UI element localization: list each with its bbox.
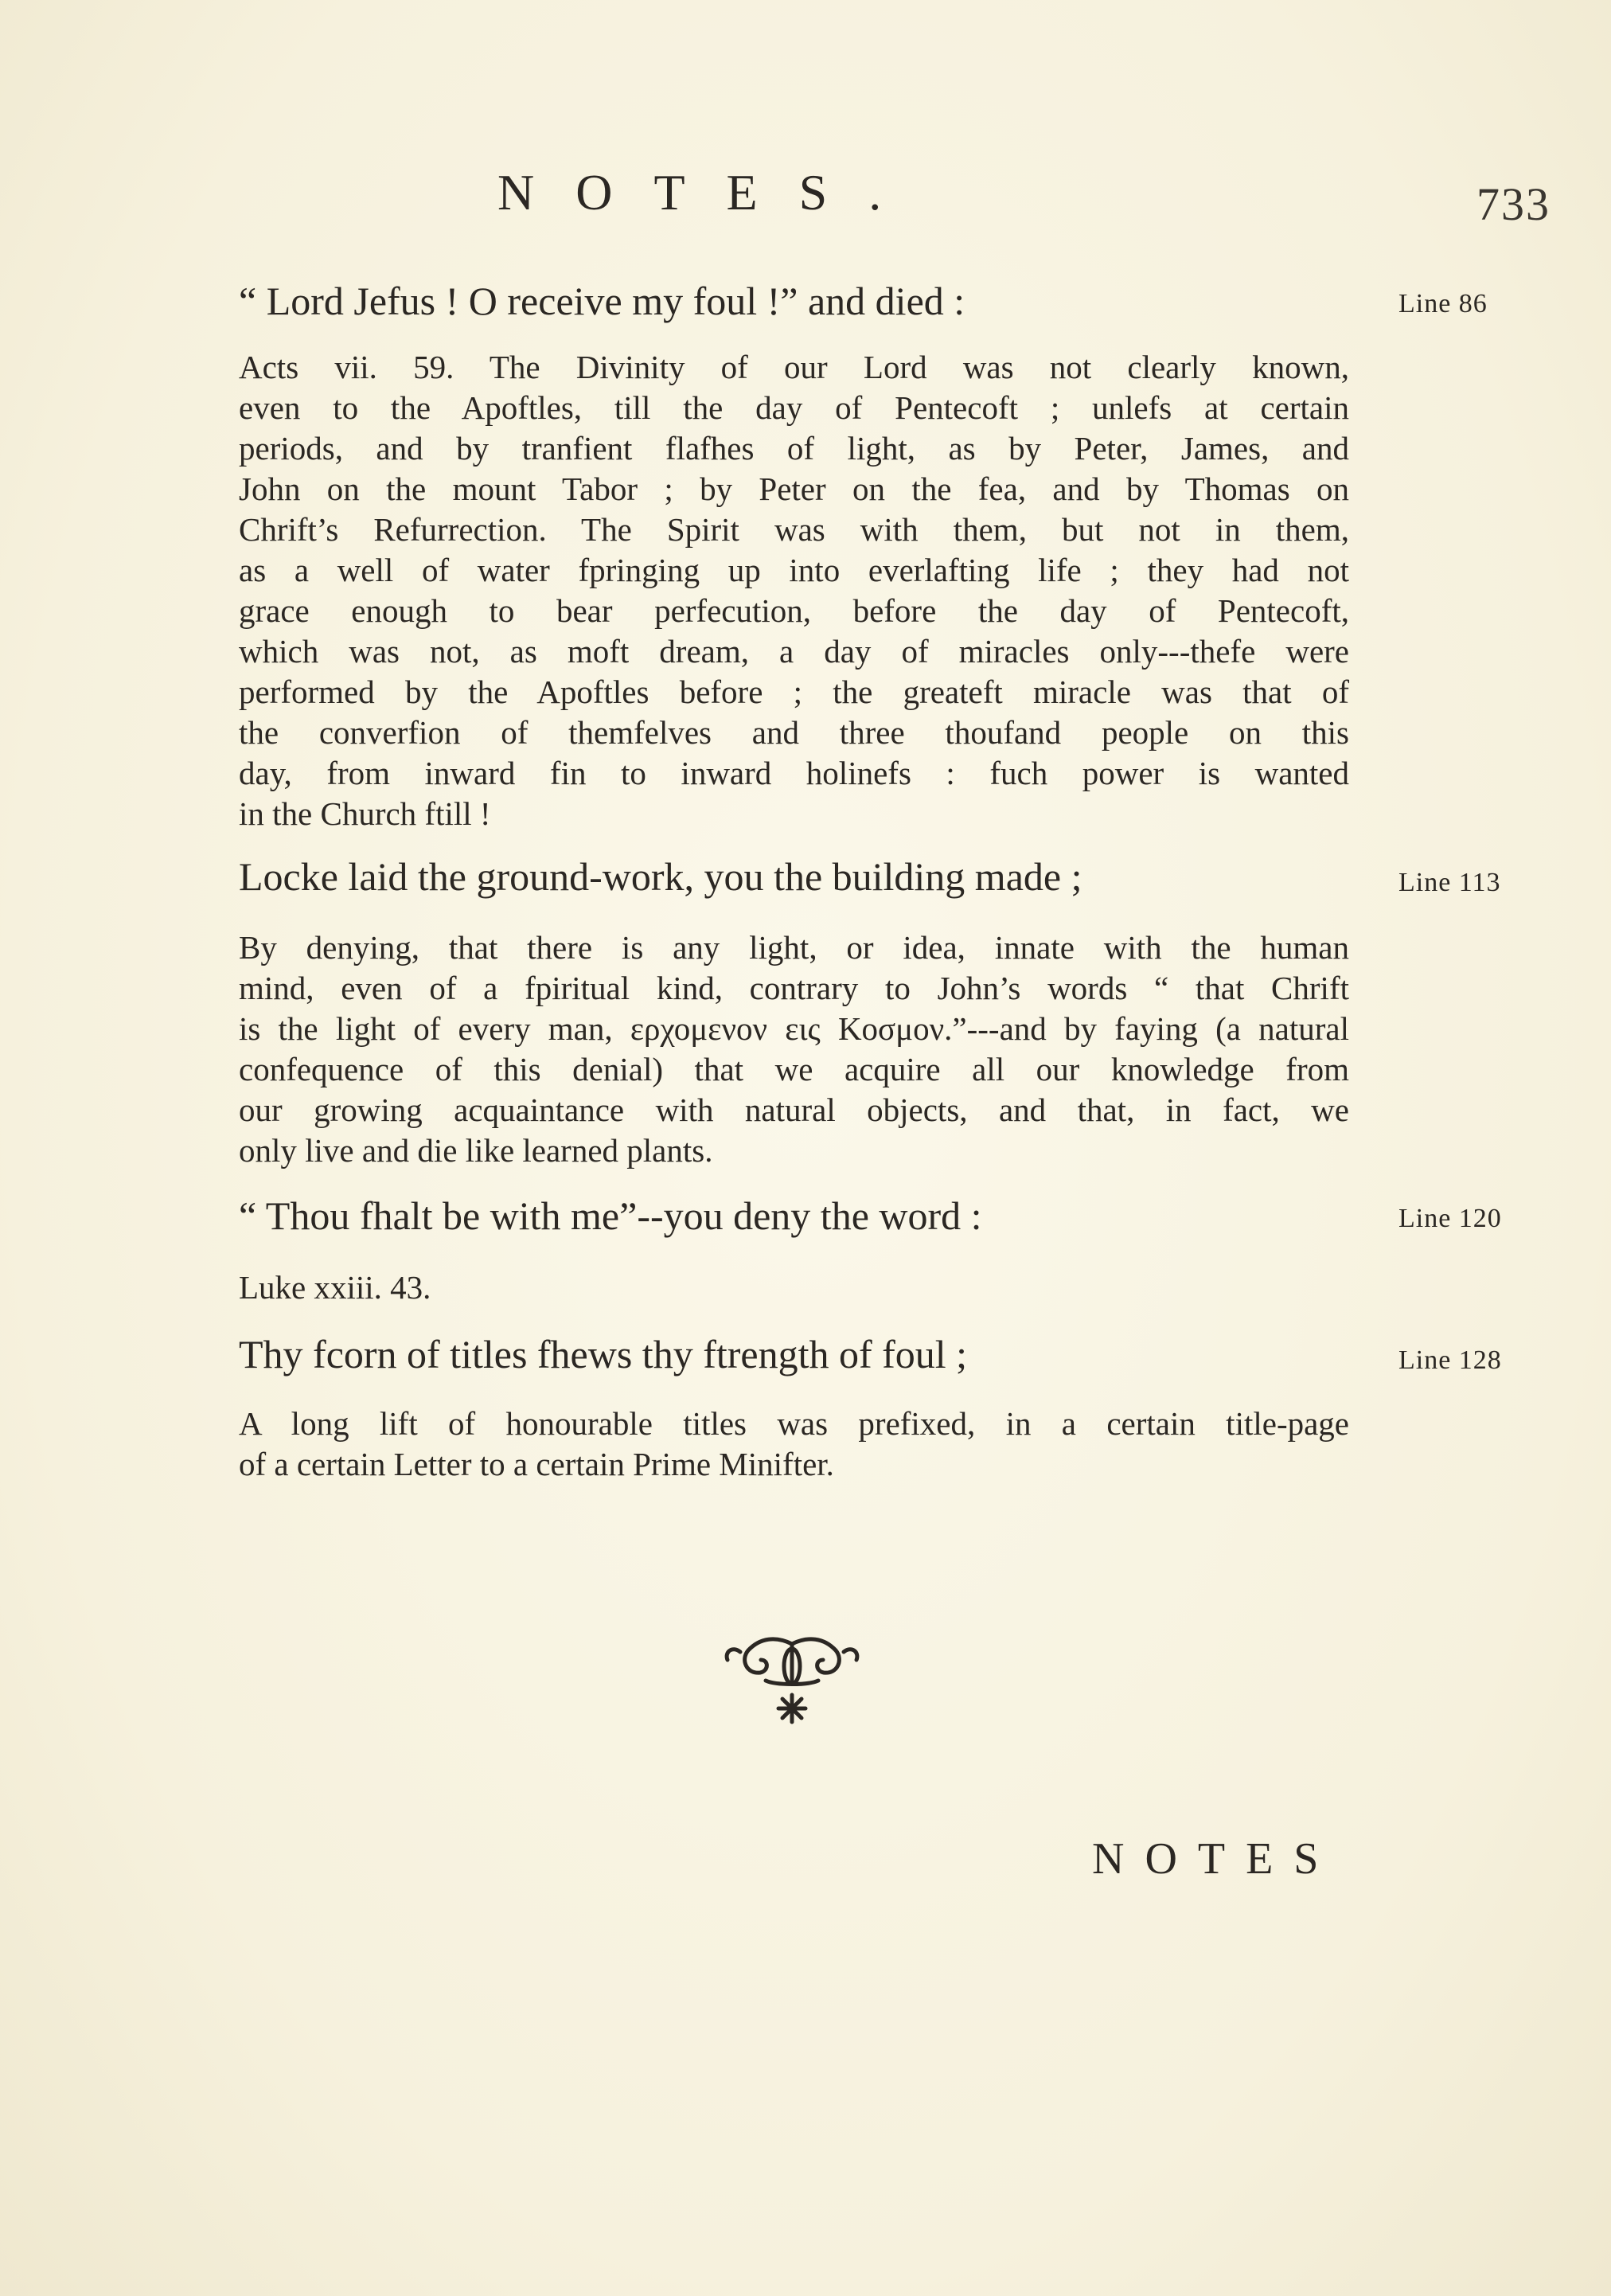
footnote-text [239,347,1349,834]
note-line: Chrift’s Refurrection. The Spirit was with them, but not in them, [239,511,1349,548]
catchword: NOTES [1092,1834,1340,1884]
note-line: confequence of this denial) that we acquire all our knowledge from [239,1051,1349,1087]
line-reference: Line 128 [1398,1345,1502,1375]
note-line: is the light of every man, ερχομενον εις Κοσμον.”---and by faying (a natural [239,1010,1349,1047]
note-line: in the Church ftill ! [239,795,491,832]
running-title: NOTES. [497,164,923,221]
note-line: the converfion of themfelves and three thoufand people on this [239,714,1349,751]
footnote-text [239,1267,1349,1308]
fleuron-ornament-icon [716,1628,868,1732]
line-reference: Line 113 [1398,868,1501,897]
note-line: mind, even of a fpiritual kind, contrary to John’s words “ that Chrift [239,970,1349,1006]
footnote-text [239,927,1349,1171]
note-line: even to the Apoftles, till the day of Pentecoft ; unlefs at certain [239,389,1349,426]
line-reference: Line 120 [1398,1204,1502,1233]
verse-quote: “ Thou fhalt be with me”--you deny the word : [239,1193,982,1238]
note-line: of a certain Letter to a certain Prime Minifter. [239,1446,834,1482]
note-line: By denying, that there is any light, or idea, innate with the human [239,929,1349,966]
verse-quote: Locke laid the ground-work, you the building made ; [239,854,1082,899]
note-line: as a well of water fpringing up into everlafting life ; they had not [239,552,1349,588]
note-line: performed by the Apoftles before ; the greateft miracle was that of [239,674,1349,710]
note-line: Luke xxiii. 43. [239,1269,431,1306]
note-line: grace enough to bear perfecution, before the day of Pentecoft, [239,592,1349,629]
page-header [0,163,1611,243]
footnote-text [239,1404,1349,1485]
page-number: 733 [1476,178,1551,230]
note-line: Acts vii. 59. The Divinity of our Lord was not clearly known, [239,349,1349,385]
note-line: A long lift of honourable titles was prefixed, in a certain title-page [239,1405,1349,1442]
note-line: day, from inward fin to inward holinefs : fuch power is wanted [239,755,1349,791]
verse-quote: “ Lord Jefus ! O receive my foul !” and died : [239,279,965,323]
note-line: John on the mount Tabor ; by Peter on the fea, and by Thomas on [239,471,1349,507]
note-line: only live and die like learned plants. [239,1132,713,1169]
note-line: our growing acquaintance with natural objects, and that, in fact, we [239,1091,1349,1128]
line-reference: Line 86 [1398,289,1488,318]
verse-quote: Thy fcorn of titles fhews thy ftrength of foul ; [239,1332,968,1376]
note-line: periods, and by tranfient flafhes of light, as by Peter, James, and [239,430,1349,467]
note-line: which was not, as moft dream, a day of miracles only---thefe were [239,633,1349,670]
